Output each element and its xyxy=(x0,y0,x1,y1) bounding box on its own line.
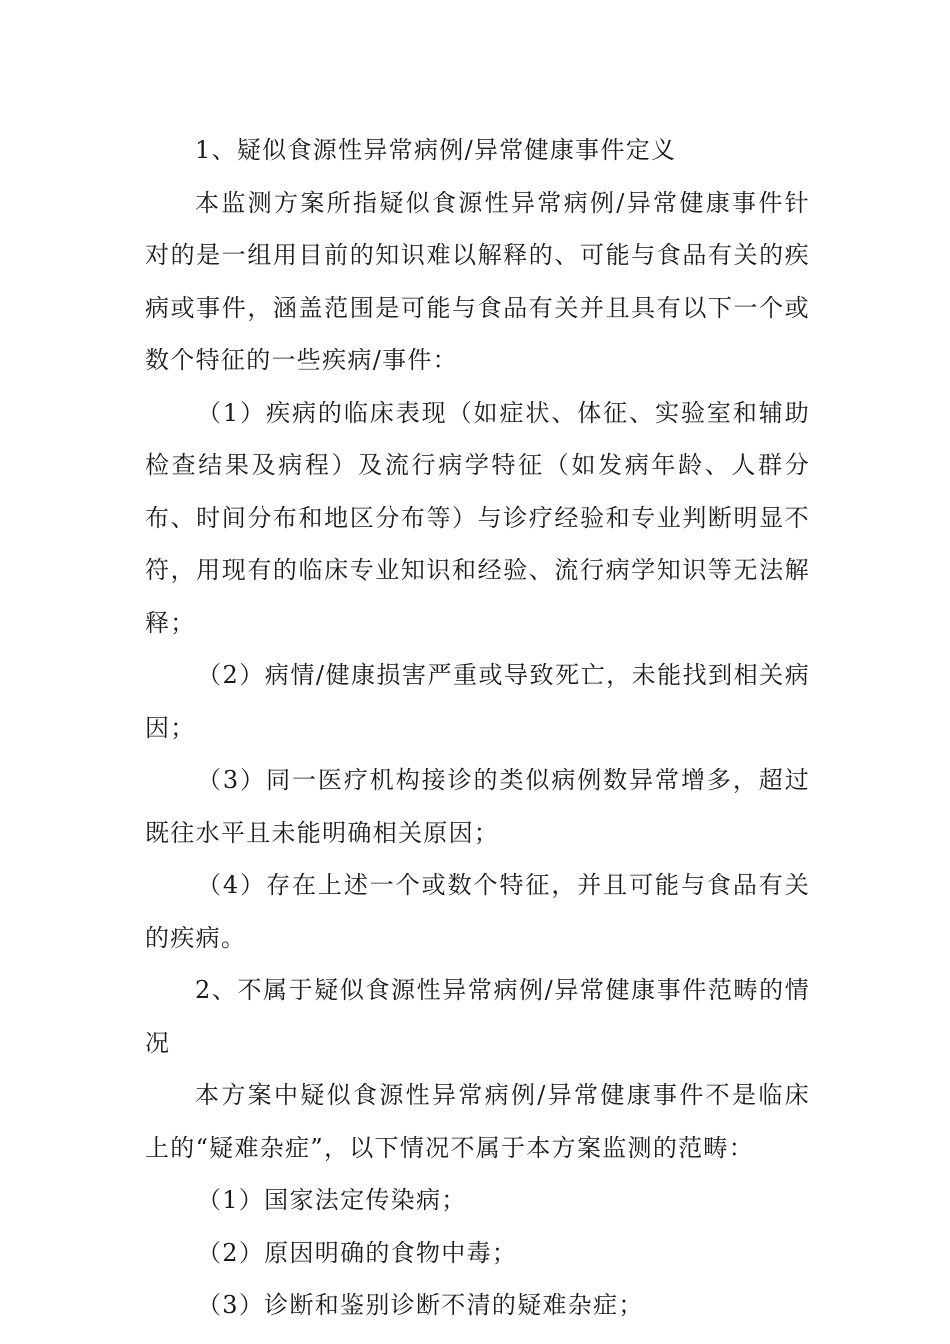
section-heading-2: 2、不属于疑似食源性异常病例/异常健康事件范畴的情况 xyxy=(145,976,810,1057)
criterion-4: （4）存在上述一个或数个特征，并且可能与食品有关的疾病。 xyxy=(145,871,810,952)
document-body xyxy=(145,124,810,1332)
criterion-3: （3）同一医疗机构接诊的类似病例数异常增多，超过既往水平且未能明确相关原因； xyxy=(145,766,810,847)
section-heading-1: 1、疑似食源性异常病例/异常健康事件定义 xyxy=(195,136,677,164)
criterion-1: （1）疾病的临床表现（如症状、体征、实验室和辅助检查结果及病程）及流行病学特征（如发病年龄、人群分布、时间分布和地区分布等）与诊疗经验和专业判断明显不符，用现有的临床专业知识和经验、流行病学知识等无法解释； xyxy=(145,398,810,637)
exclusion-intro-paragraph: 本方案中疑似食源性异常病例/异常健康事件不是临床上的“疑难杂症”，以下情况不属于本方案监测的范畴： xyxy=(145,1081,810,1162)
criterion-2: （2）病情/健康损害严重或导致死亡，未能找到相关病因； xyxy=(145,661,810,742)
definition-paragraph: 本监测方案所指疑似食源性异常病例/异常健康事件针对的是一组用目前的知识难以解释的、可能与食品有关的疾病或事件，涵盖范围是可能与食品有关并且具有以下一个或数个特征的一些疾病/事件： xyxy=(145,188,810,374)
exclusion-1: （1）国家法定传染病； xyxy=(197,1186,467,1214)
exclusion-3: （3）诊断和鉴别诊断不清的疑难杂症； xyxy=(197,1291,644,1319)
exclusion-2: （2）原因明确的食物中毒； xyxy=(197,1238,518,1267)
